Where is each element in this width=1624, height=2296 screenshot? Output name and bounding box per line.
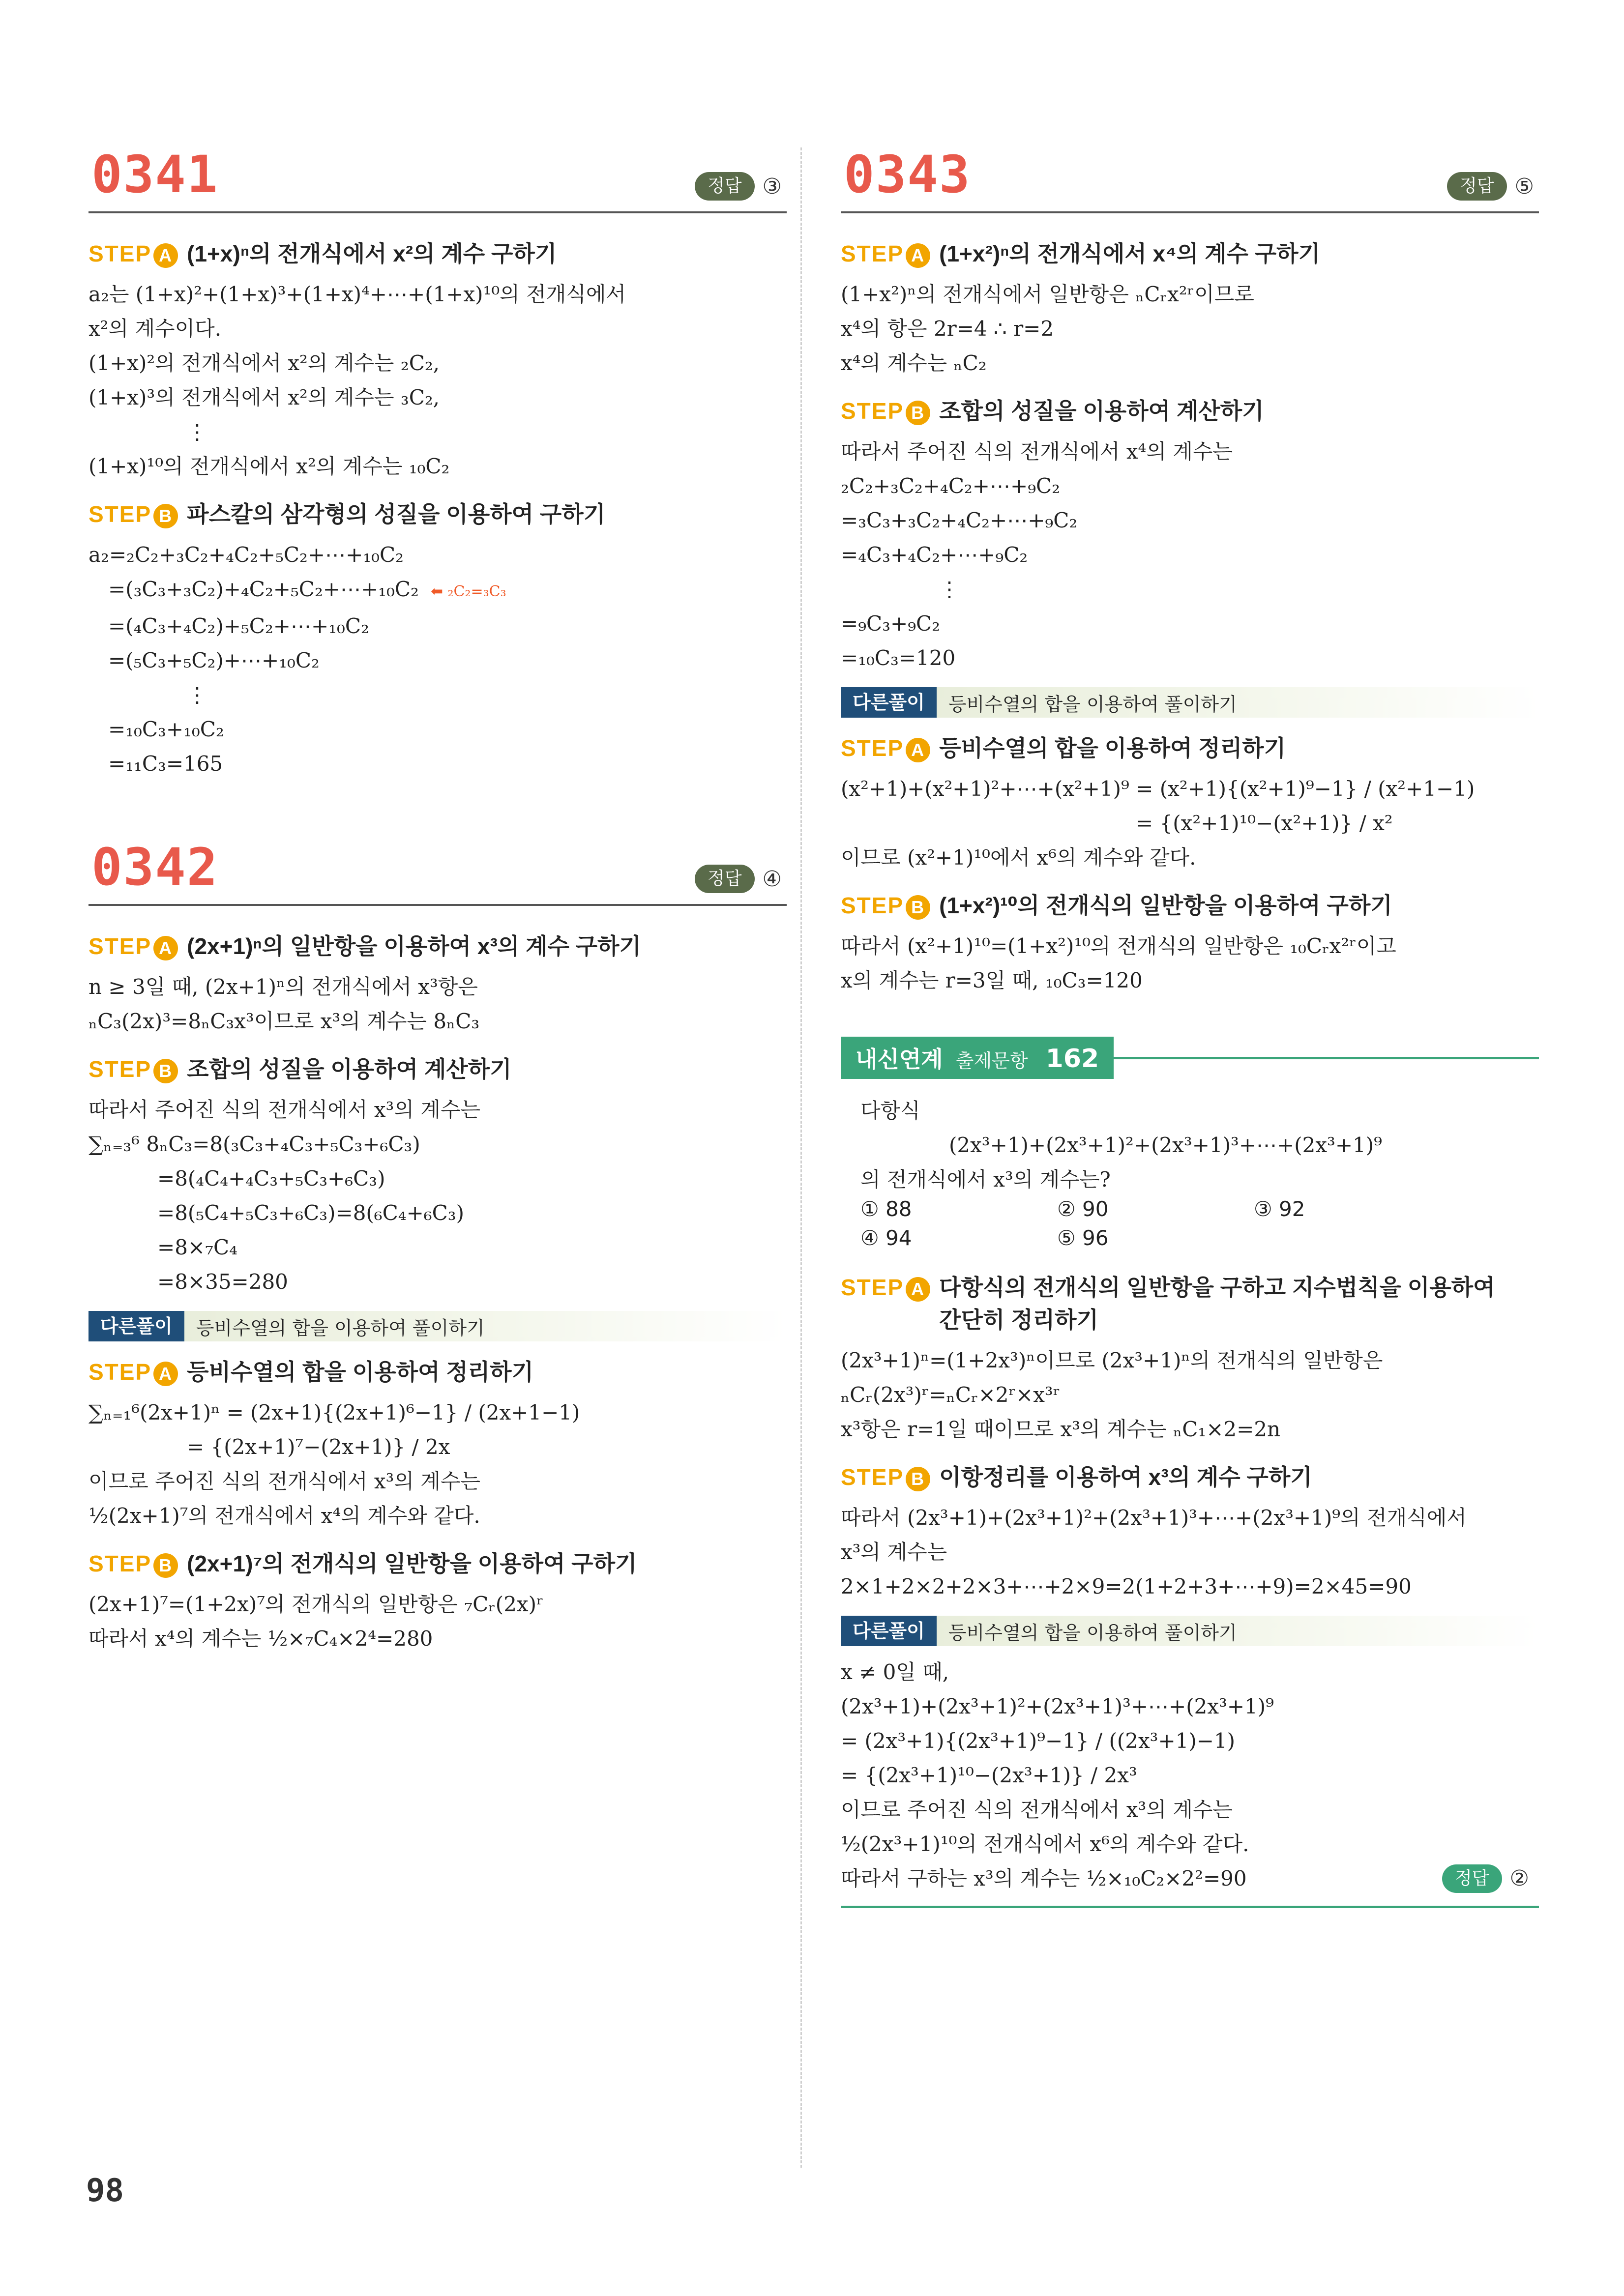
alternate-solution-banner xyxy=(89,1311,787,1341)
alternate-solution-title: 등비수열의 합을 이용하여 풀이하기 xyxy=(948,693,1237,715)
step-letter: B xyxy=(153,1553,178,1578)
solution-line: ½(2x+1)⁷의 전개식에서 x⁴의 계수와 같다. xyxy=(89,1504,480,1528)
answer-mark: ⑤ xyxy=(1514,174,1534,199)
solution-line: 따라서 주어진 식의 전개식에서 x⁴의 계수는 xyxy=(841,439,1233,464)
problem-0343 xyxy=(841,143,1539,998)
step-word: STEP xyxy=(841,241,904,266)
column-divider xyxy=(800,147,802,2168)
solution-line: (2x+1)⁷=(1+2x)⁷의 전개식의 일반항은 ₇Cᵣ(2x)ʳ xyxy=(89,1592,544,1616)
solution-line: ∑ₙ₌₁⁶(2x+1)ⁿ = (2x+1){(2x+1)⁶−1} / (2x+1−1) xyxy=(89,1400,580,1424)
side-note: ⬅ ₂C₂=₃C₃ xyxy=(430,583,506,600)
step-word: STEP xyxy=(89,241,152,266)
step-title: 이항정리를 이용하여 x³의 계수 구하기 xyxy=(939,1464,1312,1490)
solution-line: 이므로 주어진 식의 전개식에서 x³의 계수는 xyxy=(841,1798,1233,1822)
step-title: (1+x²)¹⁰의 전개식의 일반항을 이용하여 구하기 xyxy=(939,893,1392,918)
choice-5: ⑤ 96 xyxy=(1057,1226,1109,1250)
step-tag xyxy=(89,240,178,268)
solution-line: ₂C₂+₃C₂+₄C₂+⋯+₉C₂ xyxy=(841,474,1061,498)
solution-line: =₃C₃+₃C₂+₄C₂+⋯+₉C₂ xyxy=(841,508,1078,532)
page-number: 98 xyxy=(86,2173,124,2209)
solution-line: ½(2x³+1)¹⁰의 전개식에서 x⁶의 계수와 같다. xyxy=(841,1832,1249,1856)
question-line: 의 전개식에서 x³의 계수는? xyxy=(860,1167,1111,1192)
step-word: STEP xyxy=(841,893,904,918)
solution-line: (1+x)³의 전개식에서 x²의 계수는 ₃C₂, xyxy=(89,385,440,409)
step-letter: B xyxy=(153,504,178,528)
step-tag xyxy=(89,501,178,528)
answer-badge: 정답 xyxy=(695,172,755,201)
solution-line: ∑ₙ₌₃⁶ 8ₙC₃=8(₃C₃+₄C₃+₅C₃+₆C₃) xyxy=(89,1132,420,1156)
solution-line: (1+x²)ⁿ의 전개식에서 일반항은 ₙCᵣx²ʳ이므로 xyxy=(841,282,1254,306)
solution-line: 따라서 주어진 식의 전개식에서 x³의 계수는 xyxy=(89,1098,481,1122)
solution-line: =8×35=280 xyxy=(157,1270,288,1294)
solution-line: ⋮ xyxy=(187,683,207,707)
problem-header xyxy=(89,143,787,213)
equation-text: =(₃C₃+₃C₂)+₄C₂+₅C₂+⋯+₁₀C₂ xyxy=(108,577,419,601)
solution-line: (1+x)¹⁰의 전개식에서 x²의 계수는 ₁₀C₂ xyxy=(89,454,450,478)
problem-number: 0341 xyxy=(91,145,219,204)
step-word: STEP xyxy=(89,1551,152,1576)
cross-reference-problem xyxy=(841,1044,1539,1908)
solution-line: 따라서 (x²+1)¹⁰=(1+x²)¹⁰의 전개식의 일반항은 ₁₀Cᵣx²ʳ이고 xyxy=(841,934,1396,958)
step-tag xyxy=(841,398,930,425)
step-tag xyxy=(841,892,930,920)
solution-line: = (2x³+1){(2x³+1)⁹−1} / ((2x³+1)−1) xyxy=(841,1729,1236,1753)
choice-1: ① 88 xyxy=(860,1197,912,1221)
solution-line: x ≠ 0일 때, xyxy=(841,1660,949,1684)
step-word: STEP xyxy=(89,933,152,959)
alternate-solution-tag: 다른풀이 xyxy=(841,1616,937,1646)
solution-line: 이므로 주어진 식의 전개식에서 x³의 계수는 xyxy=(89,1469,481,1493)
answer-badge: 정답 xyxy=(1442,1864,1502,1893)
step-letter: A xyxy=(906,243,930,268)
step-letter: A xyxy=(153,243,178,268)
answer-area xyxy=(695,865,782,893)
step-title: (2x+1)⁷의 전개식의 일반항을 이용하여 구하기 xyxy=(187,1551,637,1576)
step-b-heading xyxy=(841,1459,1539,1492)
step-tag xyxy=(841,1274,930,1302)
solution-line: a₂=₂C₂+₃C₂+₄C₂+₅C₂+⋯+₁₀C₂ xyxy=(89,543,404,567)
step-tag xyxy=(841,240,930,268)
right-column xyxy=(841,143,1539,1928)
solution-line: x⁴의 항은 2r=4 ∴ r=2 xyxy=(841,317,1054,341)
step-title: (1+x²)ⁿ의 전개식에서 x⁴의 계수 구하기 xyxy=(939,241,1321,266)
solution-line: =8(₅C₄+₅C₃+₆C₃)=8(₆C₄+₆C₃) xyxy=(157,1201,464,1225)
alternate-solution-banner xyxy=(841,1616,1539,1646)
solution-line: ⋮ xyxy=(939,577,960,601)
solution-line: = {(2x³+1)¹⁰−(2x³+1)} / 2x³ xyxy=(841,1763,1137,1787)
cross-reference-number: 162 xyxy=(1045,1044,1099,1074)
solution-line: (2x³+1)ⁿ=(1+2x³)ⁿ이므로 (2x³+1)ⁿ의 전개식의 일반항은 xyxy=(841,1348,1383,1372)
cross-reference-tag xyxy=(841,1037,1114,1079)
step-tag xyxy=(89,1359,178,1386)
step-word: STEP xyxy=(89,1359,152,1385)
step-title: 등비수열의 합을 이용하여 정리하기 xyxy=(187,1359,534,1385)
step-title: (2x+1)ⁿ의 일반항을 이용하여 x³의 계수 구하기 xyxy=(187,933,641,959)
alternate-solution-title: 등비수열의 합을 이용하여 풀이하기 xyxy=(196,1317,485,1339)
solution-line: x³항은 r=1일 때이므로 x³의 계수는 ₙC₁×2=2n xyxy=(841,1417,1281,1441)
alt-step-a-heading xyxy=(89,1354,787,1387)
step-letter: A xyxy=(906,738,930,762)
solution-line xyxy=(89,572,787,609)
step-letter: B xyxy=(906,1467,930,1491)
problem-0341 xyxy=(89,143,787,781)
answer-area xyxy=(1447,172,1534,201)
cross-reference-tag-title: 내신연계 xyxy=(856,1046,943,1073)
answer-badge: 정답 xyxy=(1447,172,1507,201)
step-a-heading xyxy=(841,1270,1539,1335)
answer-mark: ③ xyxy=(762,174,782,199)
solution-line: ₙCᵣ(2x³)ʳ=ₙCᵣ×2ʳ×x³ʳ xyxy=(841,1383,1061,1407)
step-title: 조합의 성질을 이용하여 계산하기 xyxy=(187,1056,512,1082)
step-a-heading xyxy=(89,929,787,961)
step-b-heading xyxy=(841,393,1539,426)
solution-line: 따라서 (2x³+1)+(2x³+1)²+(2x³+1)³+⋯+(2x³+1)⁹의 전개식에서 xyxy=(841,1506,1467,1530)
solution-line: 이므로 (x²+1)¹⁰에서 x⁶의 계수와 같다. xyxy=(841,845,1196,870)
step-a-heading xyxy=(89,236,787,268)
choice-3: ③ 92 xyxy=(1254,1197,1305,1221)
step-word: STEP xyxy=(841,735,904,761)
section-bottom-rule xyxy=(841,1906,1539,1908)
step-tag xyxy=(89,933,178,960)
solution-line: = {(2x+1)⁷−(2x+1)} / 2x xyxy=(187,1435,450,1459)
step-tag xyxy=(841,1464,930,1491)
solution-line: x⁴의 계수는 ₙC₂ xyxy=(841,351,987,375)
step-title: (1+x)ⁿ의 전개식에서 x²의 계수 구하기 xyxy=(187,241,557,266)
solution-line: =₁₁C₃=165 xyxy=(108,752,223,776)
answer-area xyxy=(695,172,782,201)
step-letter: B xyxy=(906,895,930,920)
solution-line: a₂는 (1+x)²+(1+x)³+(1+x)⁴+⋯+(1+x)¹⁰의 전개식에서 xyxy=(89,282,626,306)
solution-line: =(₄C₃+₄C₂)+₅C₂+⋯+₁₀C₂ xyxy=(108,614,369,638)
problem-0342 xyxy=(89,835,787,1656)
step-letter: A xyxy=(906,1277,930,1302)
solution-line: =8(₄C₄+₄C₃+₅C₃+₆C₃) xyxy=(157,1166,385,1191)
solution-line: =₁₀C₃=120 xyxy=(841,646,956,670)
step-letter: B xyxy=(153,1059,178,1083)
answer-badge: 정답 xyxy=(695,865,755,893)
step-title: 조합의 성질을 이용하여 계산하기 xyxy=(939,398,1264,424)
solution-line: =(₅C₃+₅C₂)+⋯+₁₀C₂ xyxy=(108,648,320,672)
solution-line: =₁₀C₃+₁₀C₂ xyxy=(108,717,224,741)
step-title: 다항식의 전개식의 일반항을 구하고 지수법칙을 이용하여 간단히 정리하기 xyxy=(939,1275,1495,1333)
alternate-solution-title: 등비수열의 합을 이용하여 풀이하기 xyxy=(948,1622,1237,1644)
step-letter: A xyxy=(153,1362,178,1386)
question-line: 다항식 xyxy=(860,1099,920,1123)
answer-area xyxy=(1442,1861,1539,1896)
alternate-solution-tag: 다른풀이 xyxy=(89,1311,184,1341)
solution-line: x²의 계수이다. xyxy=(89,317,222,341)
step-word: STEP xyxy=(89,1056,152,1082)
alternate-solution-banner xyxy=(841,687,1539,718)
solution-line: (2x³+1)+(2x³+1)²+(2x³+1)³+⋯+(2x³+1)⁹ xyxy=(841,1694,1274,1718)
solution-line: ₙC₃(2x)³=8ₙC₃x³이므로 x³의 계수는 8ₙC₃ xyxy=(89,1009,480,1033)
alternate-solution-tag: 다른풀이 xyxy=(841,687,937,718)
left-column xyxy=(89,143,787,1656)
solution-line: =₉C₃+₉C₂ xyxy=(841,611,941,636)
step-word: STEP xyxy=(841,398,904,424)
alt-step-a-heading xyxy=(841,730,1539,763)
problem-header xyxy=(89,835,787,906)
solution-line: =8×₇C₄ xyxy=(157,1235,237,1259)
step-word: STEP xyxy=(841,1275,904,1300)
step-word: STEP xyxy=(841,1464,904,1490)
step-a-heading xyxy=(841,236,1539,268)
solution-line: 2×1+2×2+2×3+⋯+2×9=2(1+2+3+⋯+9)=2×45=90 xyxy=(841,1574,1412,1598)
solution-line: ⋮ xyxy=(187,420,207,444)
cross-reference-tag-label: 출제문항 xyxy=(955,1050,1028,1072)
step-title: 등비수열의 합을 이용하여 정리하기 xyxy=(939,735,1286,761)
answer-choices xyxy=(841,1197,1539,1250)
step-tag xyxy=(89,1056,178,1083)
alt-step-b-heading xyxy=(89,1546,787,1578)
problem-header xyxy=(841,143,1539,213)
answer-mark: ④ xyxy=(762,866,782,892)
step-word: STEP xyxy=(89,501,152,527)
alt-step-b-heading xyxy=(841,888,1539,920)
step-title: 파스칼의 삼각형의 성질을 이용하여 구하기 xyxy=(187,501,606,527)
step-tag xyxy=(841,735,930,762)
step-b-heading xyxy=(89,496,787,529)
answer-mark: ② xyxy=(1509,1866,1529,1891)
step-letter: A xyxy=(153,936,178,960)
problem-number: 0343 xyxy=(844,145,971,204)
solution-line: (1+x)²의 전개식에서 x²의 계수는 ₂C₂, xyxy=(89,351,440,375)
solution-line: =₄C₃+₄C₂+⋯+₉C₂ xyxy=(841,543,1028,567)
solution-line: n ≥ 3일 때, (2x+1)ⁿ의 전개식에서 x³항은 xyxy=(89,975,478,999)
solution-line: = {(x²+1)¹⁰−(x²+1)} / x² xyxy=(1136,811,1393,835)
solution-line: x의 계수는 r=3일 때, ₁₀C₃=120 xyxy=(841,968,1143,992)
choice-4: ④ 94 xyxy=(860,1226,912,1250)
solution-line: 따라서 x⁴의 계수는 ½×₇C₄×2⁴=280 xyxy=(89,1627,433,1651)
step-b-heading xyxy=(89,1051,787,1084)
final-answer-text: 따라서 구하는 x³의 계수는 ½×₁₀C₂×2²=90 xyxy=(841,1866,1247,1890)
solution-line: (x²+1)+(x²+1)²+⋯+(x²+1)⁹ = (x²+1){(x²+1)⁹−1} / (x²+1−1) xyxy=(841,777,1475,801)
step-tag xyxy=(89,1550,178,1578)
choice-2: ② 90 xyxy=(1057,1197,1109,1221)
solution-line: x³의 계수는 xyxy=(841,1540,947,1564)
step-letter: B xyxy=(906,401,930,425)
final-answer-line xyxy=(841,1861,1539,1896)
problem-number: 0342 xyxy=(91,837,219,897)
question-line: (2x³+1)+(2x³+1)²+(2x³+1)³+⋯+(2x³+1)⁹ xyxy=(949,1133,1382,1157)
